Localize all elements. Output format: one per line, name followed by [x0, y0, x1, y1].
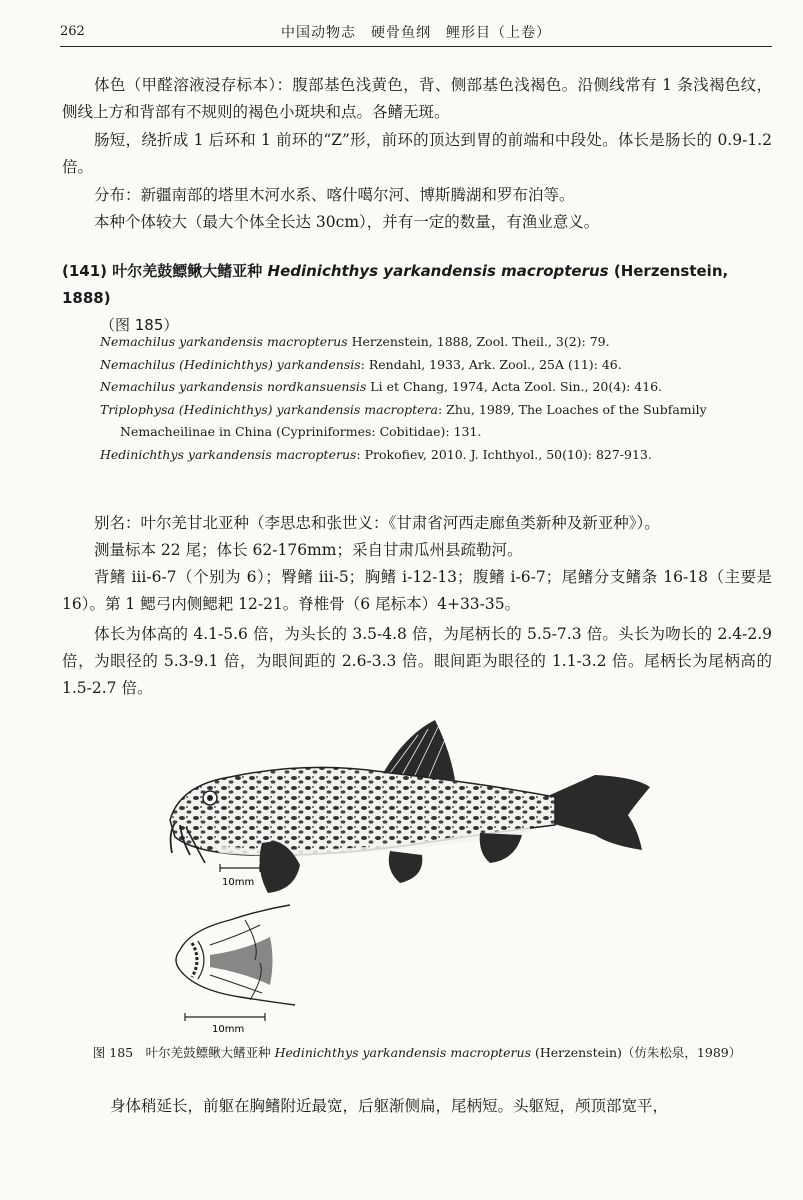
paragraph-specimens: 测量标本 22 尾；体长 62-176mm；采自甘肃瓜州县疏勒河。	[94, 541, 523, 559]
section-title-cn: 叶尔羌鼓鳔鳅大鳍亚种	[112, 262, 263, 280]
synonym-entry: Nemachilus yarkandensis macropterus Herzenstein, 1888, Zool. Theil., 3(2): 79.	[100, 334, 610, 349]
section-heading	[62, 258, 772, 339]
ventral-head-view	[176, 905, 295, 1005]
paragraph-body-shape: 身体稍延长，前躯在胸鳍附近最宽，后躯渐侧扁，尾柄短。头躯短，颅顶部宽平，	[110, 1097, 669, 1115]
scale-label: 10mm	[212, 1024, 245, 1035]
synonym-entry: Nemachilus yarkandensis nordkansuensis Li et Chang, 1974, Acta Zool. Sin., 20(4): 416.	[100, 379, 663, 394]
fish-illustration	[150, 705, 670, 1035]
dorsal-fin	[382, 720, 455, 780]
anal-fin	[480, 833, 522, 863]
paragraph-fin-counts: 背鳍 iii-6-7（个别为 6）；臀鳍 iii-5；胸鳍 i-12-13；腹鳍 i-6-7；尾鳍分支鳍条 16-18（主要是 16）。第 1 鳃弓内侧鳃耙 12-21。脊椎骨（6 尾标本）4+33-35。	[62, 568, 772, 613]
paragraph-fishery: 本种个体较大（最大个体全长达 30cm），并有一定的数量，有渔业意义。	[94, 213, 600, 231]
synonymy-list	[100, 331, 770, 466]
synonym-entry-continuation: Nemacheilinae in China (Cypriniformes: Cobitidae): 131.	[120, 424, 482, 439]
scale-label: 10mm	[222, 877, 255, 888]
section-number: (141)	[62, 262, 108, 280]
section-figure-ref: （图 185）	[100, 316, 179, 334]
paragraph-intestine: 肠短，绕折成 1 后环和 1 前环的“Z”形，前环的顶达到胃的前端和中段处。体长是肠长的 0.9-1.2 倍。	[62, 131, 772, 176]
paragraph-proportions: 体长为体高的 4.1-5.6 倍，为头长的 3.5-4.8 倍，为尾柄长的 5.5-7.3 倍。头长为吻长的 2.4-2.9 倍，为眼径的 5.3-9.1 倍，为眼间距的 2.6-3.3 倍。眼间距为眼径的 1.1-3.2 倍。尾柄长为尾柄高的 1.5-2.7 倍。	[62, 625, 772, 697]
running-title: 中国动物志 硬骨鱼纲 鲤形目（上卷）	[281, 25, 551, 41]
synonym-entry: Nemachilus (Hedinichthys) yarkandensis: Rendahl, 1933, Ark. Zool., 25A (11): 46.	[100, 356, 622, 372]
paragraph-body-color: 体色（甲醛溶液浸存标本）：腹部基色浅黄色，背、侧部基色浅褐色。沿侧线常有 1 条浅褐色纹，侧线上方和背部有不规则的褐色小斑块和点。各鳍无斑。	[62, 76, 772, 121]
page-number: 262	[60, 24, 85, 39]
synonym-entry: Triplophysa (Hedinichthys) yarkandensis macroptera: Zhu, 1989, The Loaches of the Subfamily	[100, 401, 707, 417]
paragraph-alias: 别名：叶尔羌甘北亚种（李思忠和张世义：《甘肃省河西走廊鱼类新种及新亚种》）。	[94, 514, 660, 532]
page-header	[60, 20, 772, 47]
pelvic-fin	[389, 851, 423, 883]
caudal-fin	[550, 775, 650, 850]
section-title-latin: Hedinichthys yarkandensis macropterus	[267, 262, 609, 280]
figure-caption: 图 185 叶尔羌鼓鳔鳅大鳍亚种 Hedinichthys yarkandensis macropterus (Herzenstein)（仿朱松泉，1989）	[92, 1045, 742, 1060]
paragraph-distribution: 分布：新疆南部的塔里木河水系、喀什噶尔河、博斯腾湖和罗布泊等。	[94, 186, 575, 204]
synonym-entry: Hedinichthys yarkandensis macropterus: Prokofiev, 2010. J. Ichthyol., 50(10): 827-913.	[100, 446, 652, 462]
section-authority: (Herzenstein, 1888)	[62, 262, 729, 307]
